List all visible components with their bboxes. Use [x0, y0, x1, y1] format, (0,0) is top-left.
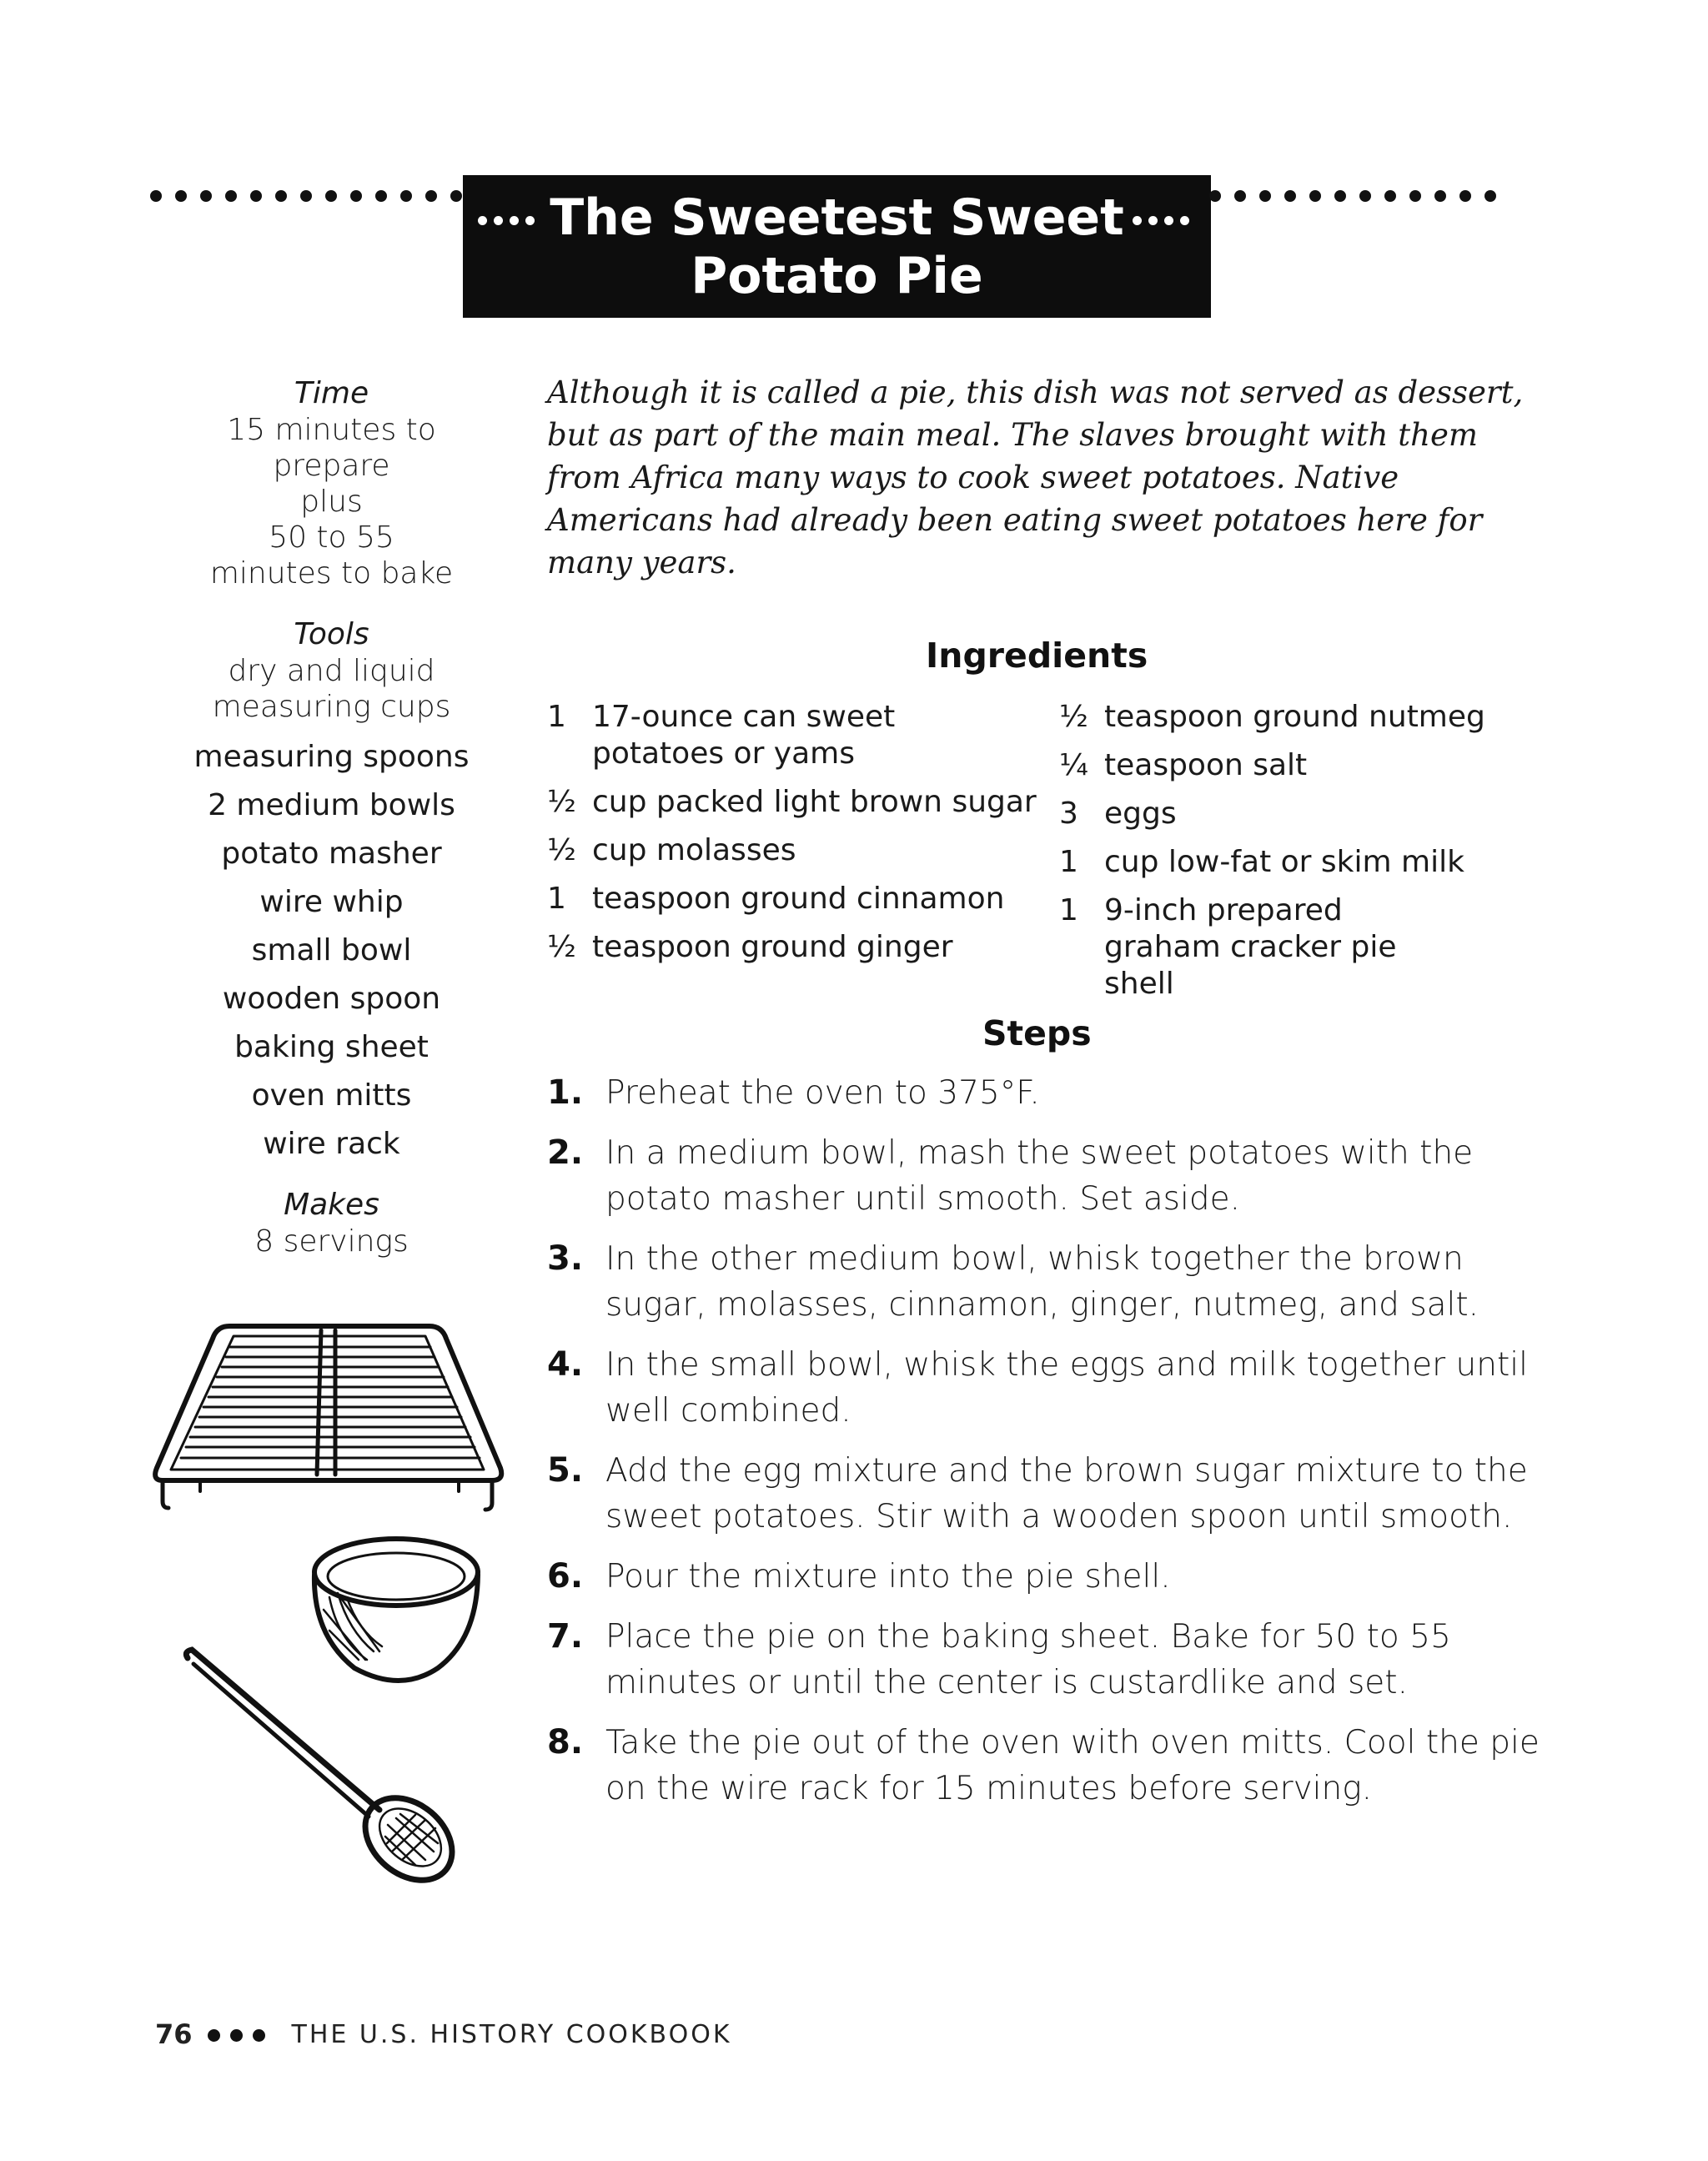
ingredient-desc: teaspoon ground cinnamon [592, 882, 1005, 916]
book-title: THE U.S. HISTORY COOKBOOK [291, 2019, 732, 2049]
ingredient-desc: 17-ounce can sweet potatoes or yams [592, 700, 896, 771]
time-line: 15 minutes to prepare [227, 413, 436, 483]
ingredient-desc: eggs [1104, 797, 1177, 831]
step-item [547, 1236, 1540, 1328]
ingredient-desc: teaspoon ground nutmeg [1104, 700, 1485, 734]
title-dots-left [150, 188, 463, 239]
step-number: 4. [547, 1345, 584, 1384]
ingredient-qty: ½ [547, 833, 576, 867]
tool-item: measuring spoons [193, 740, 470, 774]
ingredient-qty: 1 [1059, 845, 1078, 879]
step-text: In the small bowl, whisk the eggs and milk together until well combined. [605, 1346, 1528, 1430]
tool-item: wire whip [259, 885, 404, 919]
recipe-title-line1: The Sweetest Sweet [550, 188, 1124, 247]
tools-heading: Tools [294, 617, 369, 651]
ingredient-desc: teaspoon ground ginger [592, 930, 953, 964]
step-item [547, 1554, 1540, 1600]
step-number: 5. [547, 1451, 584, 1490]
recipe-sidebar [167, 375, 496, 1259]
ingredient-desc: cup molasses [592, 833, 796, 867]
ingredient-qty: 1 [547, 882, 566, 916]
makes-value: 8 servings [254, 1224, 409, 1259]
tool-item: oven mitts [251, 1078, 412, 1113]
ingredient-item [1059, 892, 1551, 1003]
step-number: 8. [547, 1723, 584, 1761]
time-line: plus [300, 485, 363, 519]
ingredients-right-column [1059, 699, 1551, 1014]
step-item [547, 1448, 1540, 1540]
tool-item: baking sheet [234, 1030, 429, 1064]
tool-item: potato masher [221, 837, 442, 871]
time-line: 50 to 55 [269, 520, 394, 555]
step-item [547, 1342, 1540, 1434]
ingredient-qty: 1 [1059, 893, 1078, 927]
ingredient-item [1059, 844, 1551, 881]
time-line: minutes to bake [209, 556, 454, 591]
ingredient-item [1059, 796, 1551, 832]
page-number: 76 [155, 2018, 193, 2050]
step-number: 7. [547, 1617, 584, 1656]
ingredient-qty: 1 [547, 700, 566, 734]
step-text: In the other medium bowl, whisk together the brown sugar, molasses, cinnamon, ginger, nutmeg, and salt. [605, 1240, 1479, 1324]
footer-dots [208, 2020, 275, 2049]
wooden-spoon-icon [186, 1650, 468, 1897]
ingredient-desc: teaspoon salt [1104, 748, 1308, 782]
wire-rack-icon [155, 1326, 501, 1510]
ingredient-desc: cup packed light brown sugar [592, 785, 1037, 819]
step-text: In a medium bowl, mash the sweet potatoes with the potato masher until smooth. Set aside. [605, 1134, 1474, 1218]
ingredient-item [547, 699, 1039, 772]
step-text: Add the egg mixture and the brown sugar mixture to the sweet potatoes. Stir with a wooden spoon until smooth. [605, 1452, 1528, 1535]
step-item [547, 1720, 1540, 1812]
ingredient-item [547, 929, 1039, 966]
tool-item: wire rack [263, 1127, 400, 1161]
step-item [547, 1070, 1540, 1116]
tool-item: dry and liquid [228, 654, 435, 688]
kitchen-tools-illustration [150, 1309, 517, 1910]
page-footer [155, 2018, 732, 2050]
step-number: 1. [547, 1073, 584, 1112]
ingredient-qty: ½ [1059, 700, 1088, 734]
ingredient-item [547, 784, 1039, 821]
ingredients-heading: Ingredients [926, 636, 1148, 676]
ingredient-desc: 9-inch prepared graham cracker pie shell [1104, 893, 1397, 1001]
step-text: Preheat the oven to 375°F. [605, 1074, 1040, 1112]
step-text: Pour the mixture into the pie shell. [605, 1558, 1171, 1596]
tool-item: 2 medium bowls [208, 788, 455, 822]
ingredient-item [547, 881, 1039, 917]
tool-item: wooden spoon [222, 982, 441, 1016]
step-item [547, 1614, 1540, 1706]
ingredient-qty: ½ [547, 785, 576, 819]
makes-heading: Makes [284, 1188, 379, 1222]
step-number: 2. [547, 1133, 584, 1172]
tool-item: small bowl [251, 933, 412, 967]
steps-heading: Steps [982, 1013, 1092, 1053]
ingredient-item [1059, 747, 1551, 784]
step-number: 6. [547, 1557, 584, 1596]
steps-list [547, 1070, 1540, 1826]
recipe-title-line2: Potato Pie [691, 247, 983, 305]
ingredients-left-column [547, 699, 1039, 977]
title-dots-right [1209, 188, 1526, 239]
recipe-title-banner [463, 175, 1211, 318]
ingredient-desc: cup low-fat or skim milk [1104, 845, 1464, 879]
step-text: Take the pie out of the oven with oven mitts. Cool the pie on the wire rack for 15 minutes before serving. [605, 1724, 1540, 1807]
ingredient-item [547, 832, 1039, 869]
small-bowl-icon [314, 1539, 478, 1681]
step-text: Place the pie on the baking sheet. Bake for 50 to 55 minutes or until the center is custardlike and set. [605, 1618, 1451, 1701]
ingredient-item [1059, 699, 1551, 736]
step-item [547, 1130, 1540, 1222]
ingredient-qty: ½ [547, 930, 576, 964]
ingredient-qty: 3 [1059, 797, 1078, 831]
ingredient-qty: ¼ [1059, 748, 1088, 782]
tool-item: measuring cups [212, 690, 451, 724]
time-heading: Time [294, 376, 369, 410]
intro-paragraph: Although it is called a pie, this dish was not served as dessert, but as part of the main meal. The slaves brought with them from Africa many ways to cook sweet potatoes. Native Americans had already been eating sweet potatoes here for many years. [547, 374, 1524, 580]
step-number: 3. [547, 1239, 584, 1278]
